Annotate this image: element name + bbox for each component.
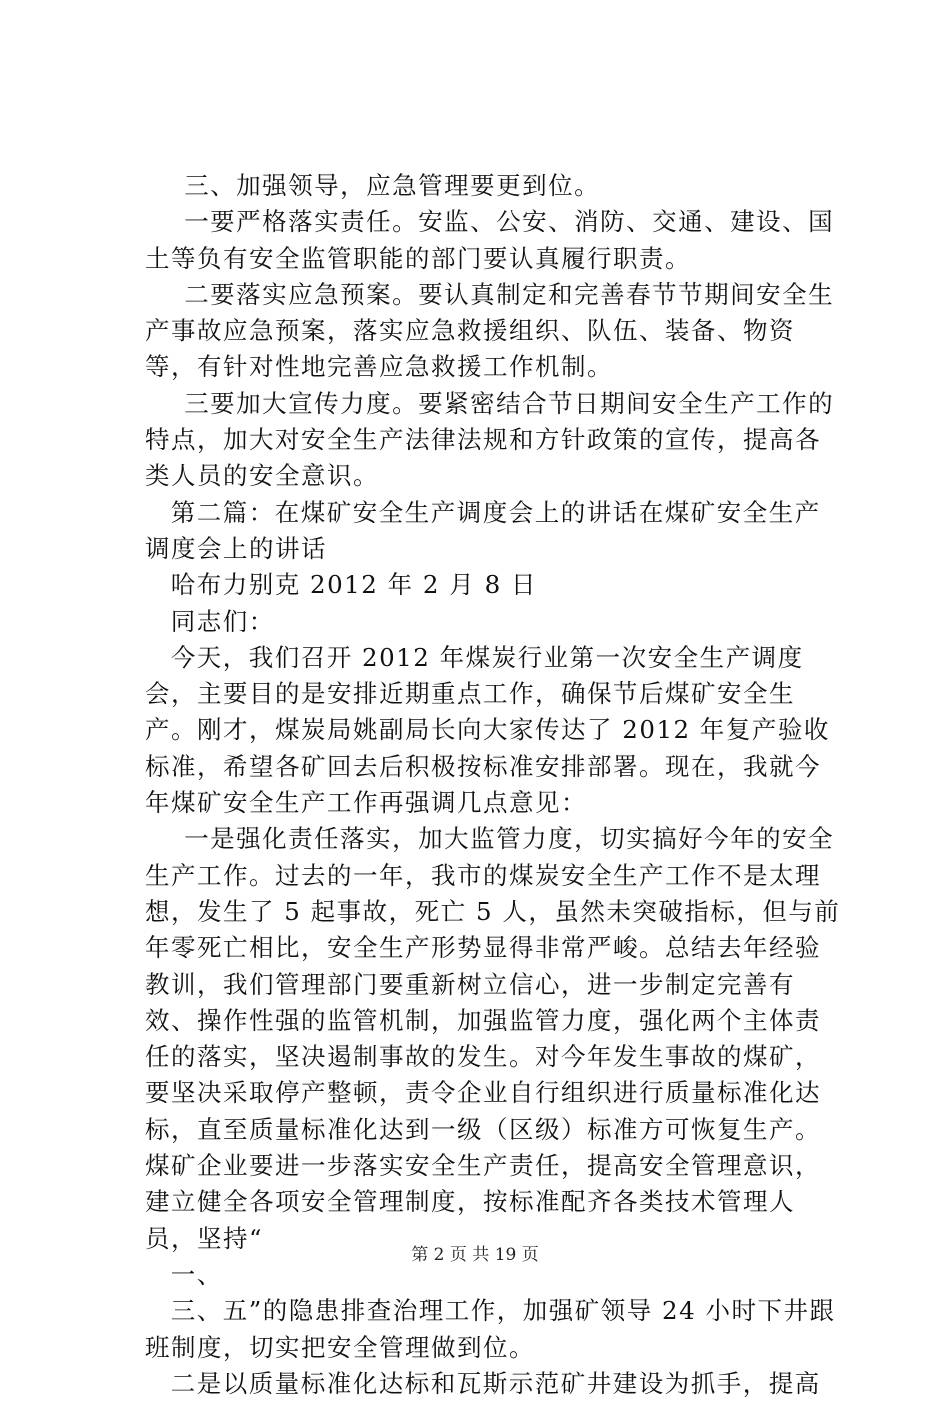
paragraph-point-1: 一是强化责任落实，加大监管力度，切实搞好今年的安全生产工作。过去的一年，我市的煤炭安全生产工作不是太理想，发生了 5 起事故，死亡 5 人，虽然未突破指标，但与前年零死亡相比，安全生产形势显得非常严峻。总结去年经验教训，我们管理部门要重新树立信心，进一步制定完善有效、操作性强的监管机制，加强监管力度，强化两个主体责任的落实，坚决遏制事故的发生。对今年发生事故的煤矿，要坚决采取停产整顿，责令企业自行组织进行质量标准化达标，直至质量标准化达到一级（区级）标准方可恢复生产。煤矿企业要进一步落实安全生产责任，提高安全管理意识，建立健全各项安全管理制度，按标准配齐各类技术管理人员，坚持“ [145,824,841,1253]
section-heading-3: 三、加强领导，应急管理要更到位。 [184,171,601,200]
paragraph-point-2: 二是以质量标准化达标和瓦斯示范矿井建设为抓手，提高 [170,1368,821,1398]
document-body [145,168,845,1402]
paragraph-emergency-plan: 二要落实应急预案。要认真制定和完善春节节期间安全生产事故应急预案，落实应急救援组织、队伍、装备、物资等，有针对性地完善应急救援工作机制。 [145,279,835,382]
page-number: 第 2 页 共 19 页 [411,1245,539,1265]
paragraph-responsibility: 一要严格落实责任。安监、公安、消防、交通、建设、国土等负有安全监管职能的部门要认真履行职责。 [145,207,835,273]
salutation: 同志们： [170,606,275,636]
paragraph-intro: 今天，我们召开 2012 年煤炭行业第一次安全生产调度会，主要目的是安排近期重点工作，确保节后煤矿安全生产。刚才，煤炭局姚副局长向大家传达了 2012 年复产验收标准，希望各矿回去后积极按标准安排部署。现在，我就今年煤矿安全生产工作再强调几点意见： [145,642,830,818]
speaker-date-line: 哈布力别克 2012 年 2 月 8 日 [170,570,537,600]
fragment-list-marker: 一、 [170,1259,223,1289]
chapter-title-2: 第二篇：在煤矿安全生产调度会上的讲话在煤矿安全生产调度会上的讲话 [145,497,821,563]
page-footer [0,1245,950,1265]
paragraph-hazard-check: 三、五”的隐患排查治理工作，加强矿领导 24 小时下井跟班制度，切实把安全管理做到位。 [145,1296,836,1362]
paragraph-publicity: 三要加大宣传力度。要紧密结合节日期间安全生产工作的特点，加大对安全生产法律法规和方针政策的宣传，提高各类人员的安全意识。 [145,388,835,491]
